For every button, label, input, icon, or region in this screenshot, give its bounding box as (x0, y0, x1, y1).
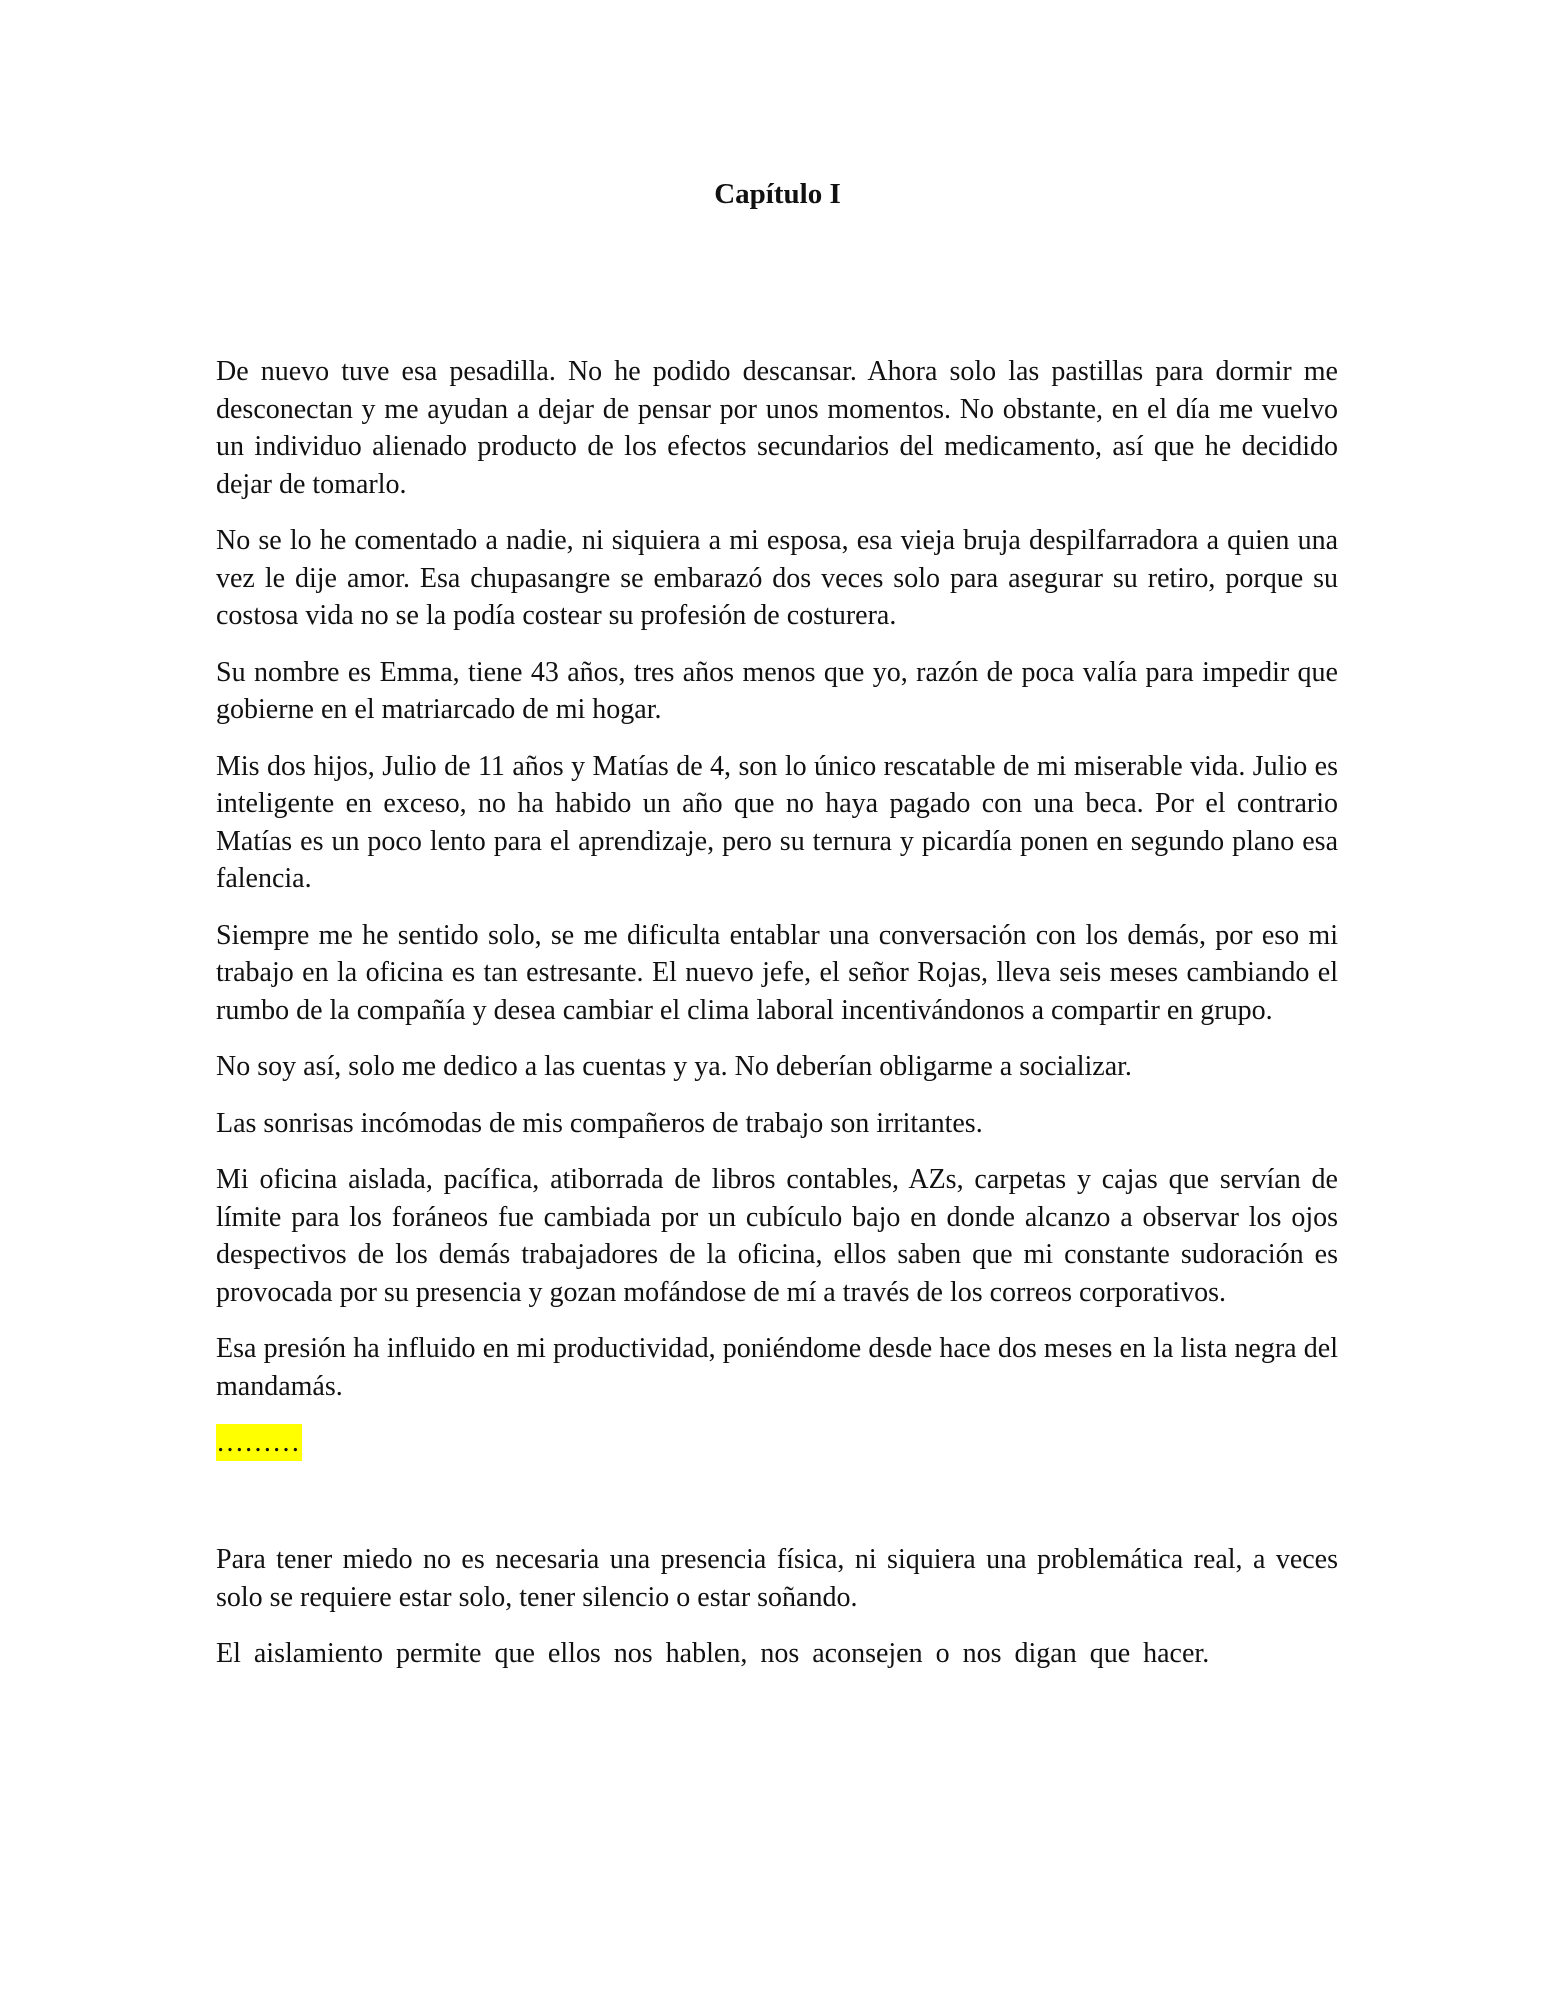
paragraph: Mis dos hijos, Julio de 11 años y Matías de 4, son lo único rescatable de mi miserable vida. Julio es inteligente en exceso, no ha habido un año que no haya pagado con una beca. Por el contrario Matías es un poco lento para el aprendizaje, pero su ternura y picardía ponen en segundo plano esa falencia. (216, 750, 1338, 894)
paragraph: Para tener miedo no es necesaria una presencia física, ni siquiera una problemática real, a veces solo se requiere estar solo, tener silencio o estar soñando. (216, 1544, 1338, 1613)
paragraph: Las sonrisas incómodas de mis compañeros de trabajo son irritantes. (216, 1107, 983, 1139)
chapter-title: Capítulo I (714, 178, 841, 210)
paragraph: De nuevo tuve esa pesadilla. No he podido descansar. Ahora solo las pastillas para dormir me desconectan y me ayudan a dejar de pensar por unos momentos. No obstante, en el día me vuelvo un individuo alienado producto de los efectos secundarios del medicamento, así que he decidido dejar de tomarlo. (216, 356, 1338, 500)
final-line: El aislamiento permite que ellos nos hablen, nos aconsejen o nos digan que hacer. (216, 1638, 1210, 1669)
document-body (216, 353, 1338, 1673)
section-break (216, 1424, 1338, 1461)
paragraph: Siempre me he sentido solo, se me dificulta entablar una conversación con los demás, por eso mi trabajo en la oficina es tan estresante. El nuevo jefe, el señor Rojas, lleva seis meses cambiando el rumbo de la compañía y desea cambiar el clima laboral incentivándonos a compartir en grupo. (216, 919, 1338, 1026)
highlighted-ellipsis: ……… (216, 1424, 302, 1461)
paragraph: No soy así, solo me dedico a las cuentas y ya. No deberían obligarme a socializar. (216, 1051, 1132, 1082)
paragraph: Esa presión ha influido en mi productividad, poniéndome desde hace dos meses en la lista negra del mandamás. (216, 1333, 1338, 1402)
paragraph: Mi oficina aislada, pacífica, atiborrada de libros contables, AZs, carpetas y cajas que servían de límite para los foráneos fue cambiada por un cubículo bajo en donde alcanzo a observar los ojos despectivos de los demás trabajadores de la oficina, ellos saben que mi constante sudoración es provocada por su presencia y gozan mofándose de mí a través de los correos corporativos. (216, 1164, 1338, 1308)
paragraph: No se lo he comentado a nadie, ni siquiera a mi esposa, esa vieja bruja despilfarradora a quien una vez le dije amor. Esa chupasangre se embarazó dos veces solo para asegurar su retiro, porque su costosa vida no se la podía costear su profesión de costurera. (216, 525, 1338, 631)
paragraph: Su nombre es Emma, tiene 43 años, tres años menos que yo, razón de poca valía para impedir que gobierne en el matriarcado de mi hogar. (216, 656, 1338, 725)
